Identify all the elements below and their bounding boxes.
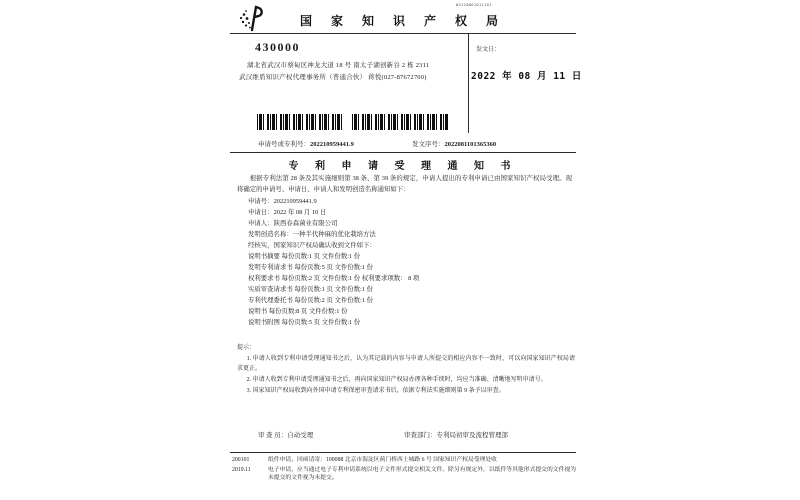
footer-row <box>232 466 576 483</box>
field-value: 202210959441.9 <box>273 198 317 205</box>
notes-section <box>237 343 575 396</box>
postal-code: 430000 <box>255 40 300 54</box>
note-item: 1. 申请人收到专利申请受理通知书之后，认为其记载的内容与申请人所提交的相应内容不一致时，可以向国家知识产权局请求更正。 <box>237 356 575 372</box>
field-label: 申请人： <box>248 220 274 227</box>
footer-notes <box>232 456 576 484</box>
examiner-value: 自动受理 <box>287 432 314 439</box>
header-rule <box>230 33 576 34</box>
application-fields <box>248 196 376 240</box>
receipt-item: 说明书摘要 每份页数:1 页 文件份数:1 份 <box>248 253 361 260</box>
department-label: 审查部门： <box>404 432 437 439</box>
footer-instruction: 电子申请，应当通过电子专利申请系统以电子文件形式提交相关文件。除另有规定外，以纸件等其他形式提交的文件视为未提交的文件视为未提交。 <box>268 466 576 481</box>
field-label: 申请日： <box>248 209 274 216</box>
application-field-line <box>248 196 376 207</box>
application-number-barcode <box>257 114 343 130</box>
footer-instruction: 纸件申请，回函请寄：100088 北京市海淀区蓟门桥西土城路 6 号 国家知识产权局受理处收 <box>268 457 497 463</box>
receipt-item: 专利代理委托书 每份页数:2 页 文件份数:1 份 <box>248 297 373 304</box>
serial-number-value: 2022081101365360 <box>444 141 497 148</box>
addressee-address: 湖北省武汉市蔡甸区神龙大道 18 号 南太子湖创新谷 2 栋 2311 <box>247 62 430 69</box>
footer-form-code: 200101 <box>232 457 250 463</box>
addressee-agency: 武汉维盾知识产权代理事务所（普通合伙） 蒋悦(027-87672700) <box>239 74 427 81</box>
serial-number-barcode <box>352 114 449 130</box>
agency-title: 国 家 知 识 产 权 局 <box>299 14 506 28</box>
note-item: 2. 申请人收到专利申请受理通知书之后，再向国家知识产权局办理各种手续时，均应当准确、清晰地写明申请号。 <box>246 377 547 383</box>
document-title: 专 利 申 请 受 理 通 知 书 <box>288 161 518 172</box>
dispatch-date-label: 发文日： <box>476 47 501 53</box>
notes-heading: 提示： <box>237 345 256 351</box>
field-value: 2022 年 08 月 10 日 <box>273 209 327 216</box>
dispatch-date-value: 2022 年 08 月 11 日 <box>471 71 582 82</box>
application-number-value: 202210959441.9 <box>310 141 354 148</box>
document-code: W2220801011101 <box>456 3 492 8</box>
footer-row <box>232 456 576 465</box>
application-number-line <box>258 139 354 148</box>
field-label: 发明创造名称： <box>248 231 293 238</box>
serial-number-line <box>412 139 496 148</box>
serial-number-label: 发文序号： <box>412 141 445 148</box>
application-number-label: 申请号或专利号： <box>258 141 310 148</box>
department-value: 专利局初审及流程管理部 <box>436 432 508 439</box>
receipt-item: 说明书 每份页数:8 页 文件份数:1 份 <box>248 308 348 315</box>
examiner-line <box>258 430 313 439</box>
receipt-item: 说明书附图 每份页数:5 页 文件份数:1 份 <box>248 319 361 326</box>
application-field-line <box>248 207 376 218</box>
dispatch-box-divider <box>468 33 469 133</box>
footer-form-code: 2019.11 <box>232 466 251 473</box>
receipt-heading: 经核实，国家知识产权局确认收到文件如下： <box>248 242 376 249</box>
receipt-item: 发明专利请求书 每份页数:5 页 文件份数:1 份 <box>248 264 373 271</box>
field-value: 陕西春森菌业有限公司 <box>273 220 338 227</box>
receipt-item: 权利要求书 每份页数:2 页 文件份数:1 份 权利要求项数： 8 项 <box>248 275 420 282</box>
field-value: 一种半代种麻的优化栽培方法 <box>292 231 376 238</box>
application-field-line <box>248 218 376 229</box>
receipt-item: 实质审查请求书 每份页数:1 页 文件份数:1 份 <box>248 286 373 293</box>
application-field-line <box>248 229 376 240</box>
intro-paragraph: 根据专利法第 28 条及其实施细则第 38 条、第 39 条的规定，申请人提出的专利申请已由国家知识产权局受理。现将确定的申请号、申请日、申请人和发明创造名称通知如下： <box>237 175 572 193</box>
reference-rule <box>230 152 576 153</box>
examiner-label: 审 查 员： <box>258 432 288 439</box>
department-line <box>404 430 508 439</box>
receipt-items-list <box>248 251 419 328</box>
field-label: 申请号： <box>248 198 274 205</box>
footer-rule <box>230 452 576 453</box>
notes-list <box>237 354 575 396</box>
note-item: 3. 国家知识产权局收到向外国申请专利保密审查请求书后，依据专利法实施细则第 9 条予以审查。 <box>246 388 505 394</box>
